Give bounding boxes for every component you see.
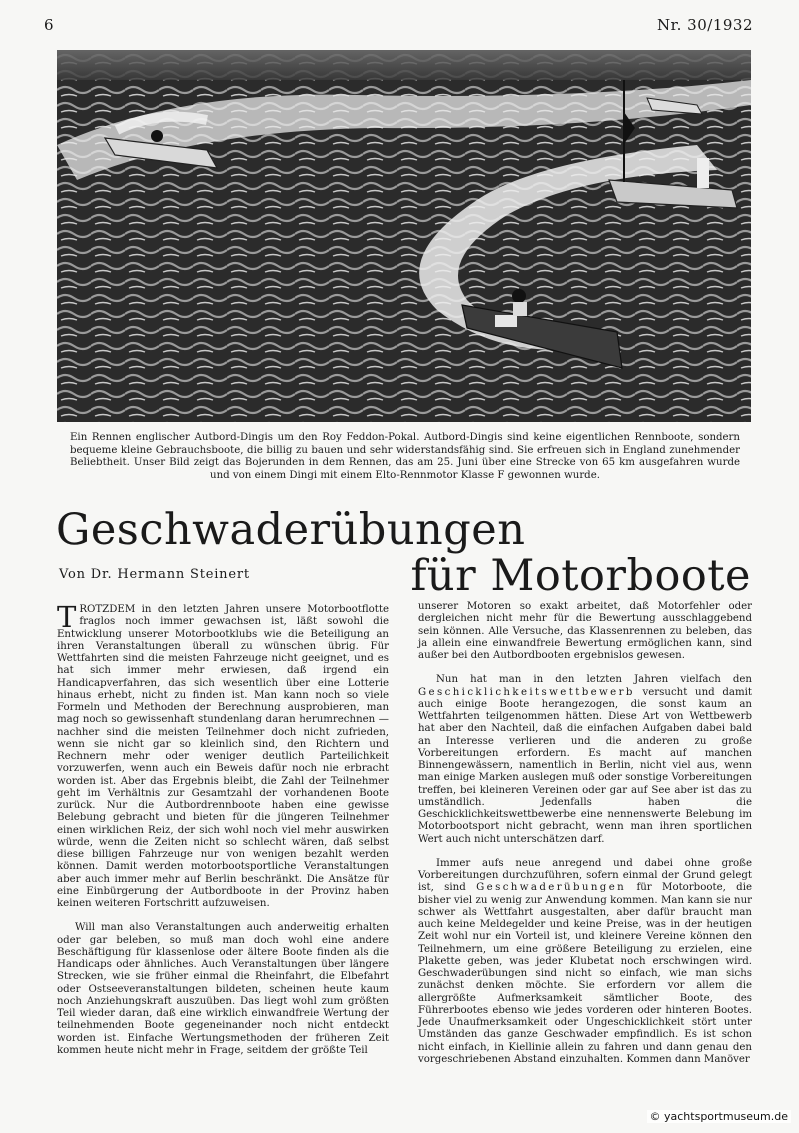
photo-caption: Ein Rennen englischer Autbord-Dingis um den Roy Feddon-Pokal. Autbord-Dingis sind keine eigentlichen Rennboote, sondern bequeme kleine Gebrauchsboote, die billig zu bauen und sehr widerstandsfähig sind. Sie erfreuen sich in England zunehmender Beliebtheit. Unser Bild zeigt das Bojerunden in dem Rennen, das am 25. Juni über eine Strecke von 65 km ausgefahren wurde und von einem Dingi mit einem Elto-Rennmotor Klasse F gewonnen wurde. [70,432,740,481]
article-column-left [57,600,389,1057]
paragraph-2: Will man also Veranstaltungen auch anderweitig erhalten oder gar beleben, so muß man doch wohl eine andere Beschäftigung für klassenlose oder ältere Boote finden als die Handicaps oder ähnliches. Auch Veranstaltungen über längere Strecken, wie sie früher einmal die Rheinfahrt, die Elbefahrt oder Ostseeveranstaltungen bildeten, scheinen heute kaum noch Anziehungskraft auszuüben. Das liegt wohl zum größten Teil wieder daran, daß eine wirklich einwandfreie Wertung der teilnehmenden Boote gegeneinander noch nicht entdeckt worden ist. Einfache Wertungsmethoden der früheren Zeit kommen heute nicht mehr in Frage, seitdem der größte Teil [57,922,389,1056]
paragraph-5-text-b: für Motorboote, die bisher viel zu wenig zur Anwendung kommen. Man kann sie nur schwer als Wettfahrt ausgestalten, aber dafür braucht man auch keine Meldegelder und keine Preise, was in der heutigen Zeit wohl nur ein Vorteil ist, und kleinere Vereine können den Teilnehmern, um eine größere Beteiligung zu erzielen, eine Plakette geben, was jeder Klubetat noch erschwingen wird. Geschwaderübungen sind nicht so einfach, wie man sichs zunächst denken möchte. Sie erfordern vor allem die allergrößte Aufmerksamkeit sämtlicher Boote, des Führerbootes ebenso wie jedes vorderen oder hinteren Bootes. Jede Unaufmerksamkeit oder Ungeschicklichkeit stört unter Umständen das ganze Geschwader empfindlich. Es ist schon nicht einfach, in Kiellinie allein zu fahren und dann genau den vorgeschriebenen Abstand einzuhalten. Kommen dann Manöver [418,882,752,1065]
paragraph-5-text-a: Immer aufs neue anregend und dabei ohne große Vorbereitungen durchzuführen, sofern einmal der Grund gelegt ist, sind [418,857,752,894]
paragraph-4-emphasis: Geschicklichkeitswettbewerb [418,686,635,698]
watermark: © yachtsportmuseum.de [647,1110,791,1123]
article-title-line1: Geschwaderübungen [56,505,526,555]
motorboat-race-photo [57,50,751,422]
article-title-line2: für Motorboote [410,551,751,601]
paragraph-1-text: ROTZDEM in den letzten Jahren unsere Motorbootflotte fraglos noch immer gewachsen ist, läßt sowohl die Entwicklung unserer Motorbootklubs wie die Beteiligung an ihren Veranstaltungen überall zu wünschen übrig. Für Wettfahrten sind die meisten Fahrzeuge nicht geeignet, und es hat sich immer mehr erwiesen, daß irgend ein Handicapverfahren, das sich wesentlich über eine Lotterie hinaus erhebt, nicht zu finden ist. Man kann noch so viele Formeln und Methoden der Berechnung ausprobieren, man mag noch so gewissenhaft stundenlang daran herumrechnen — nachher sind die meisten Teilnehmer doch nicht zufrieden, wenn sie nicht gar so kleinlich sind, den Richtern und Rechnern mehr oder weniger deutlich Parteilichkeit vorzuwerfen, wenn auch ein Beweis dafür noch nie erbracht worden ist. Aber das Ergebnis bleibt, die Zahl der Teilnehmer geht im Verhältnis zur Gesamtzahl der vorhandenen Boote zurück. Nur die Autbordrennboote haben eine gewisse Belebung gebracht und bieten für die jüngeren Teilnehmer einen wirklichen Reiz, der sich wohl noch viel mehr auswirken würde, wenn die Zeiten nicht so schlecht wären, daß selbst diese billigen Fahrzeuge nur von wenigen bezahlt werden können. Damit werden motorbootsportliche Veranstaltungen aber auch immer mehr auf Berlin beschränkt. Die Ansätze für eine Einbürgerung der Autbordboote in der Provinz haben keinen weiteren Fortschritt aufzuweisen. [57,604,389,909]
paragraph-4-text-b: versucht und damit auch einige Boote herangezogen, die sonst kaum an Wettfahrten teilgenommen hätten. Diese Art von Wettbewerb hat aber den Nachteil, daß die einfachen Aufgaben dabei bald an Interesse verlieren und die anderen zu große Vorbereitungen erfordern. Es macht auf manchen Binnengewässern, namentlich in Berlin, nicht viel aus, wenn man einige Marken auslegen muß oder sonstige Vorbereitungen treffen, bei kleineren Vereinen oder gar auf See aber ist das zu umständlich. Jedenfalls haben die Geschicklichkeitswettbewerbe eine nennenswerte Belebung im Motorbootsport nicht gebracht, wenn man ihren sportlichen Wert auch nicht unterschätzen darf. [418,686,752,845]
paragraph-5 [418,858,752,1066]
paragraph-4 [418,674,752,846]
issue-number: Nr. 30/1932 [657,16,753,34]
paragraph-5-emphasis: Geschwaderübungen [476,882,627,894]
page-number: 6 [44,16,55,34]
paragraph-4-text-a: Nun hat man in den letzten Jahren vielfach den [436,674,752,686]
drop-cap: T [57,600,77,634]
article-author: Von Dr. Hermann Steinert [59,567,250,582]
paragraph-3: unserer Motoren so exakt arbeitet, daß Motorfehler oder dergleichen nicht mehr für die Bewertung ausschlaggebend sein können. Alle Versuche, das Klassenrennen zu beleben, das ja allein eine einwandfreie Bewertung ermöglichen kann, sind außer bei den Autbordbooten ergebnislos gewesen. [418,601,752,661]
paragraph-1 [57,600,389,910]
article-column-right [418,601,752,1066]
